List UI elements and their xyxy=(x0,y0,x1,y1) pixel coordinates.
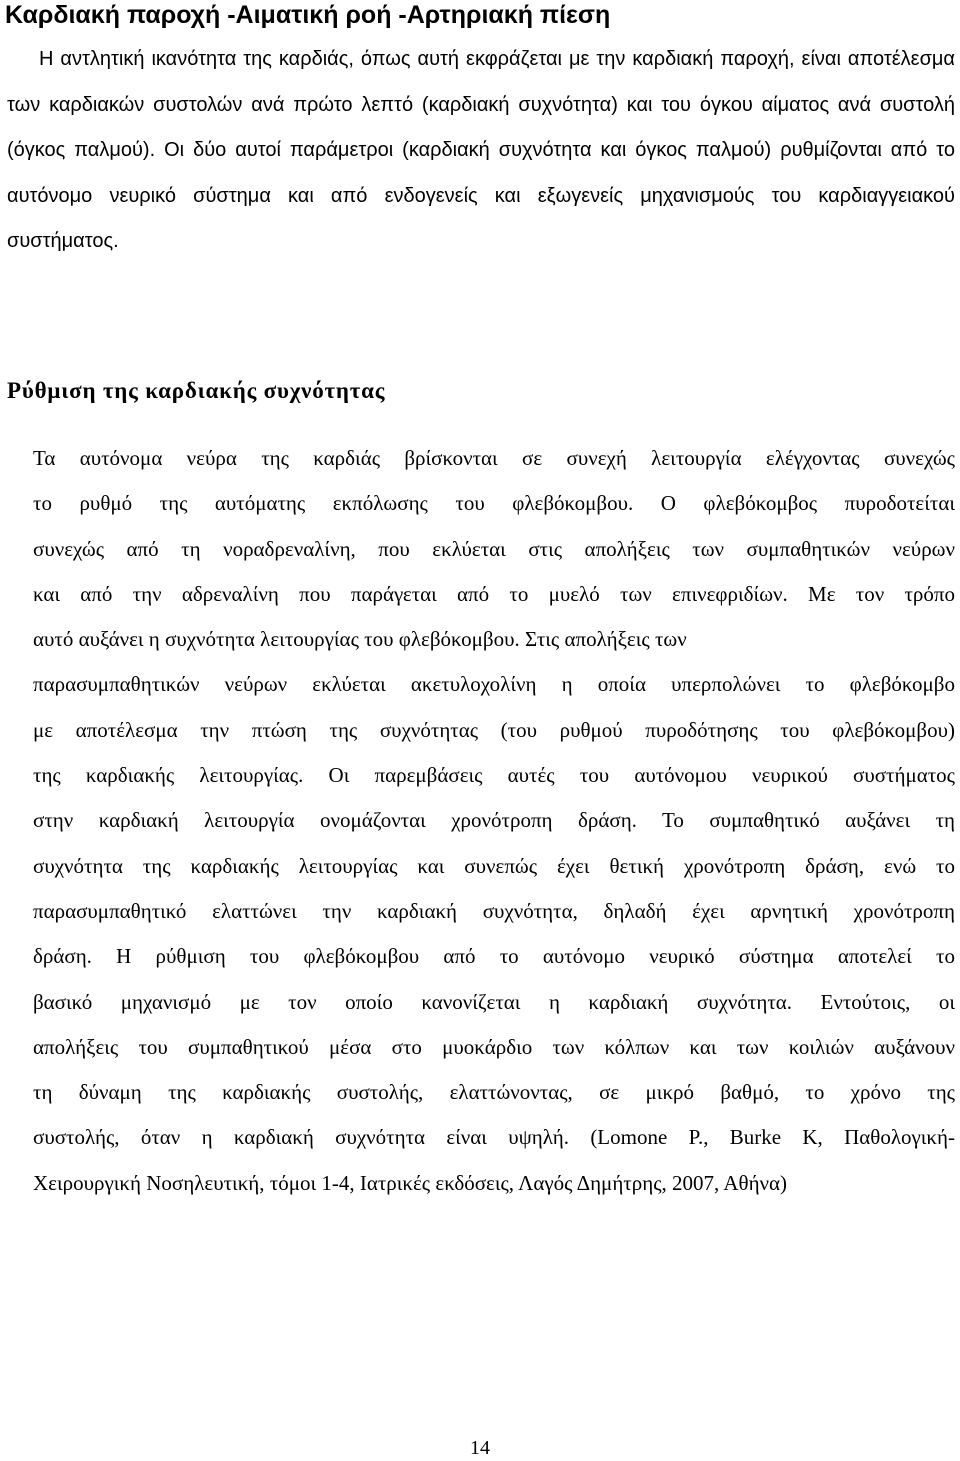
paragraph-line: με αποτέλεσμα την πτώση της συχνότητας (του ρυθμού πυροδότησης του φλεβόκομβου) xyxy=(33,717,955,742)
paragraph-line: συστολής, όταν η καρδιακή συχνότητα είναι υψηλή. (Lomone P., Burke K, Παθολογική- xyxy=(33,1125,955,1150)
subsection-heading: Ρύθμιση της καρδιακής συχνότητας xyxy=(7,378,386,403)
paragraph-line: συχνότητα της καρδιακής λειτουργίας και συνεπώς έχει θετική χρονότροπη δράση, ενώ το xyxy=(33,853,955,878)
paragraph-line: απολήξεις του συμπαθητικού μέσα στο μυοκάρδιο των κόλπων και των κοιλιών αυξάνουν xyxy=(33,1034,955,1059)
paragraph-line: βασικό μηχανισμό με τον οποίο κανονίζεται η καρδιακή συχνότητα. Εντούτοις, οι xyxy=(33,989,955,1014)
paragraph-line: και από την αδρεναλίνη που παράγεται από το μυελό των επινεφριδίων. Με τον τρόπο xyxy=(33,581,955,606)
paragraph-line: παρασυμπαθητικών νεύρων εκλύεται ακετυλοχολίνη η οποία υπερπολώνει το φλεβόκομβο xyxy=(33,672,955,697)
paragraph-line: συνεχώς από τη νοραδρεναλίνη, που εκλύεται στις απολήξεις των συμπαθητικών νεύρων xyxy=(33,536,955,561)
paragraph-line: το ρυθμό της αυτόματης εκπόλωσης του φλεβόκομβου. Ο φλεβόκομβος πυροδοτείται xyxy=(33,491,955,516)
body-paragraph xyxy=(7,436,955,1206)
section-heading: Καρδιακή παροχή -Αιματική ροή -Αρτηριακή πίεση xyxy=(5,1,611,29)
paragraph-line: Τα αυτόνομα νεύρα της καρδιάς βρίσκονται σε συνεχή λειτουργία ελέγχοντας συνεχώς xyxy=(33,446,955,470)
paragraph-line: τη δύναμη της καρδιακής συστολής, ελαττώνοντας, σε μικρό βαθμό, το χρόνο της xyxy=(33,1080,955,1105)
paragraph-line: στην καρδιακή λειτουργία ονομάζονται χρονότροπη δράση. Το συμπαθητικό αυξάνει τη xyxy=(33,808,955,833)
page-number: 14 xyxy=(470,1437,490,1459)
paragraph-line: της καρδιακής λειτουργίας. Οι παρεμβάσεις αυτές του αυτόνομου νευρικού συστήματος xyxy=(33,763,955,788)
paragraph-line: αυτό αυξάνει η συχνότητα λειτουργίας του φλεβόκομβου. Στις απολήξεις των xyxy=(33,627,687,652)
intro-paragraph: Η αντλητική ικανότητα της καρδιάς, όπως αυτή εκφράζεται με την καρδιακή παροχή, είναι αποτέλεσμα των καρδιακών συστολών ανά πρώτο λεπτό (καρδιακή συχνότητα) και του όγκου αίματος ανά συστολή (όγκος παλμού). Οι δύο αυτοί παράμετροι (καρδιακή συχνότητα και όγκος παλμού) ρυθμίζονται από το αυτόνομο νευρικό σύστημα και από ενδογενείς και εξωγενείς μηχανισμούς του καρδιαγγειακού συστήματος. xyxy=(7,48,955,252)
paragraph-line: Χειρουργική Νοσηλευτική, τόμοι 1-4, Ιατρικές εκδόσεις, Λαγός Δημήτρης, 2007, Αθήνα) xyxy=(33,1170,788,1195)
paragraph-line: παρασυμπαθητικό ελαττώνει την καρδιακή συχνότητα, δηλαδή έχει αρνητική χρονότροπη xyxy=(33,898,955,923)
paragraph-line: δράση. Η ρύθμιση του φλεβόκομβου από το αυτόνομο νευρικό σύστημα αποτελεί το xyxy=(33,944,955,969)
